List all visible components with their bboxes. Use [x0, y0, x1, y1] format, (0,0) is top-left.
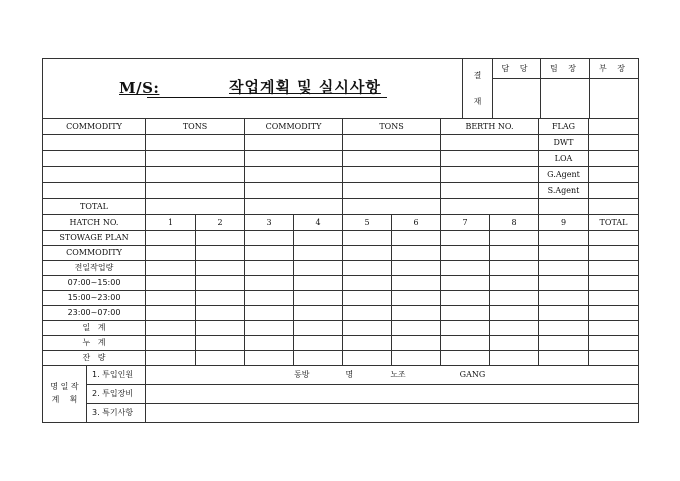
- cell[interactable]: [539, 199, 589, 215]
- flag-value[interactable]: [589, 119, 639, 135]
- sign-box-staff[interactable]: [493, 79, 541, 119]
- col-tons-2: TONS: [343, 119, 441, 135]
- dwt-label: DWT: [539, 135, 589, 151]
- col-commodity-1: COMMODITY: [43, 119, 146, 135]
- cell[interactable]: [392, 351, 441, 366]
- cell[interactable]: [146, 261, 196, 276]
- hatch-row: [43, 351, 639, 366]
- cell[interactable]: [441, 351, 490, 366]
- cell[interactable]: [441, 291, 490, 306]
- cell[interactable]: [245, 336, 294, 351]
- cell[interactable]: [441, 246, 490, 261]
- gang-label: GANG: [459, 370, 486, 379]
- cell[interactable]: [343, 321, 392, 336]
- cell[interactable]: [146, 151, 245, 167]
- plan-item-equipment: 2. 투입장비: [87, 385, 146, 404]
- cell[interactable]: [343, 199, 441, 215]
- hatch-col-5: 5: [343, 215, 392, 231]
- cell[interactable]: [146, 276, 196, 291]
- cell[interactable]: [245, 321, 294, 336]
- total-label: TOTAL: [43, 199, 146, 215]
- cell[interactable]: [196, 276, 245, 291]
- cell[interactable]: [196, 231, 245, 246]
- cell[interactable]: [490, 276, 539, 291]
- cell[interactable]: [441, 261, 490, 276]
- cell[interactable]: [294, 291, 343, 306]
- cell[interactable]: [343, 231, 392, 246]
- hatch-row: [43, 246, 639, 261]
- cell[interactable]: [539, 351, 589, 366]
- cell[interactable]: [539, 291, 589, 306]
- loa-value[interactable]: [589, 151, 639, 167]
- approver-staff: 담 당: [493, 59, 541, 79]
- cell[interactable]: [196, 291, 245, 306]
- cell[interactable]: [245, 167, 343, 183]
- cell[interactable]: [196, 351, 245, 366]
- cell[interactable]: [294, 306, 343, 321]
- cell[interactable]: [343, 261, 392, 276]
- cell[interactable]: [392, 276, 441, 291]
- personnel-fields[interactable]: [146, 366, 639, 385]
- hatch-row: [43, 321, 639, 336]
- cell[interactable]: [245, 246, 294, 261]
- cell[interactable]: [196, 336, 245, 351]
- loa-label: LOA: [539, 151, 589, 167]
- cell[interactable]: [43, 183, 146, 199]
- hatch-col-9: 9: [539, 215, 589, 231]
- cell[interactable]: [294, 336, 343, 351]
- cell[interactable]: [589, 276, 639, 291]
- cell[interactable]: [490, 351, 539, 366]
- next-day-plan-label-bottom: 계 획: [51, 395, 78, 404]
- row-label-stowage-plan: STOWAGE PLAN: [43, 231, 146, 246]
- cell[interactable]: [392, 231, 441, 246]
- next-day-plan-label-top: 명 일 작: [50, 382, 79, 392]
- cell[interactable]: [589, 351, 639, 366]
- ms-label: M/S:: [119, 79, 160, 97]
- cell[interactable]: [294, 351, 343, 366]
- work-plan-form: [42, 58, 638, 423]
- cell[interactable]: [43, 167, 146, 183]
- cell[interactable]: [490, 321, 539, 336]
- row-label-shift-2: 15:00~23:00: [43, 291, 146, 306]
- cell[interactable]: [196, 261, 245, 276]
- cell[interactable]: [441, 183, 539, 199]
- row-label-commodity: COMMODITY: [43, 246, 146, 261]
- cell[interactable]: [441, 321, 490, 336]
- cell[interactable]: [294, 231, 343, 246]
- cell[interactable]: [343, 291, 392, 306]
- hatch-row: [43, 231, 639, 246]
- cell[interactable]: [343, 167, 441, 183]
- cell[interactable]: [392, 321, 441, 336]
- cell[interactable]: [43, 151, 146, 167]
- approval-label-top: 결: [473, 70, 482, 80]
- hatch-row: [43, 276, 639, 291]
- form-title: 작업계획 및 실시사항: [229, 78, 381, 96]
- cell[interactable]: [589, 199, 639, 215]
- hatch-col-3: 3: [245, 215, 294, 231]
- cell[interactable]: [441, 306, 490, 321]
- remarks-field[interactable]: [146, 404, 639, 423]
- main-grid: [42, 118, 639, 366]
- cell[interactable]: [146, 306, 196, 321]
- cell[interactable]: [245, 199, 343, 215]
- cell[interactable]: [539, 246, 589, 261]
- hatch-no-label: HATCH NO.: [43, 215, 146, 231]
- cell[interactable]: [490, 336, 539, 351]
- dwt-value[interactable]: [589, 135, 639, 151]
- cell[interactable]: [146, 336, 196, 351]
- next-day-plan-table: [42, 365, 639, 423]
- row-label-previous-day: 전일작업량: [43, 261, 146, 276]
- cell[interactable]: [589, 231, 639, 246]
- approver-team-lead: 팀 장: [541, 59, 590, 79]
- cell[interactable]: [245, 231, 294, 246]
- cell[interactable]: [539, 321, 589, 336]
- cell[interactable]: [589, 261, 639, 276]
- plan-item-remarks: 3. 특기사항: [87, 404, 146, 423]
- row-label-remaining: 잔 량: [43, 351, 146, 366]
- cell[interactable]: [245, 276, 294, 291]
- row-label-daily-total: 일 계: [43, 321, 146, 336]
- flag-label: FLAG: [539, 119, 589, 135]
- g-agent-value[interactable]: [589, 167, 639, 183]
- cell[interactable]: [245, 351, 294, 366]
- cell[interactable]: [589, 306, 639, 321]
- cell[interactable]: [539, 231, 589, 246]
- cell[interactable]: [146, 246, 196, 261]
- cell[interactable]: [146, 167, 245, 183]
- union-label: 노조: [390, 370, 406, 379]
- cell[interactable]: [146, 183, 245, 199]
- g-agent-label: G.Agent: [539, 167, 589, 183]
- col-tons-1: TONS: [146, 119, 245, 135]
- cell[interactable]: [539, 276, 589, 291]
- hatch-col-1: 1: [146, 215, 196, 231]
- cell[interactable]: [343, 351, 392, 366]
- cell[interactable]: [294, 246, 343, 261]
- col-berth-no: BERTH NO.: [441, 119, 539, 135]
- cell[interactable]: [441, 336, 490, 351]
- cell[interactable]: [294, 276, 343, 291]
- cell[interactable]: [146, 351, 196, 366]
- col-commodity-2: COMMODITY: [245, 119, 343, 135]
- cell[interactable]: [441, 135, 539, 151]
- cell[interactable]: [245, 291, 294, 306]
- cell[interactable]: [392, 246, 441, 261]
- equipment-field[interactable]: [146, 385, 639, 404]
- title-underline: [147, 97, 387, 98]
- cell[interactable]: [245, 183, 343, 199]
- cell[interactable]: [343, 336, 392, 351]
- plan-item-personnel: 1. 투입인원: [87, 366, 146, 385]
- cell[interactable]: [490, 231, 539, 246]
- row-label-cumulative: 누 계: [43, 336, 146, 351]
- cell[interactable]: [441, 151, 539, 167]
- cell[interactable]: [392, 291, 441, 306]
- cell[interactable]: [294, 261, 343, 276]
- cell[interactable]: [589, 246, 639, 261]
- cell[interactable]: [589, 291, 639, 306]
- cell[interactable]: [146, 231, 196, 246]
- cell[interactable]: [539, 261, 589, 276]
- cell[interactable]: [43, 135, 146, 151]
- cell[interactable]: [441, 276, 490, 291]
- cell[interactable]: [441, 231, 490, 246]
- cell[interactable]: [343, 246, 392, 261]
- cell[interactable]: [245, 135, 343, 151]
- hatch-row: [43, 306, 639, 321]
- cell[interactable]: [490, 246, 539, 261]
- cell[interactable]: [196, 246, 245, 261]
- cell[interactable]: [245, 261, 294, 276]
- cell[interactable]: [343, 183, 441, 199]
- hatch-row: [43, 291, 639, 306]
- cell[interactable]: [589, 336, 639, 351]
- approver-manager: 부 장: [590, 59, 639, 79]
- hatch-col-total: TOTAL: [589, 215, 639, 231]
- row-label-shift-3: 23:00~07:00: [43, 306, 146, 321]
- next-day-plan-label: [43, 366, 87, 423]
- cell[interactable]: [539, 306, 589, 321]
- cell[interactable]: [245, 306, 294, 321]
- cell[interactable]: [146, 321, 196, 336]
- row-label-shift-1: 07:00~15:00: [43, 276, 146, 291]
- title-block: [43, 59, 463, 119]
- hatch-col-4: 4: [294, 215, 343, 231]
- hatch-col-6: 6: [392, 215, 441, 231]
- cell[interactable]: [441, 167, 539, 183]
- cell[interactable]: [392, 336, 441, 351]
- sign-box-manager[interactable]: [590, 79, 639, 119]
- approval-label: [463, 59, 493, 119]
- cell[interactable]: [146, 199, 245, 215]
- cell[interactable]: [441, 199, 539, 215]
- cell[interactable]: [146, 291, 196, 306]
- sign-box-team-lead[interactable]: [541, 79, 590, 119]
- cell[interactable]: [392, 261, 441, 276]
- hatch-col-7: 7: [441, 215, 490, 231]
- cell[interactable]: [146, 135, 245, 151]
- dongbang-label: 동방: [294, 370, 310, 379]
- title-table: [42, 58, 639, 119]
- hatch-row: [43, 336, 639, 351]
- cell[interactable]: [490, 306, 539, 321]
- cell[interactable]: [392, 306, 441, 321]
- cell[interactable]: [294, 321, 343, 336]
- cell[interactable]: [343, 135, 441, 151]
- cell[interactable]: [589, 321, 639, 336]
- approval-label-bottom: 재: [473, 96, 482, 106]
- hatch-col-8: 8: [490, 215, 539, 231]
- cell[interactable]: [196, 321, 245, 336]
- cell[interactable]: [490, 261, 539, 276]
- cell[interactable]: [343, 151, 441, 167]
- persons-unit-label: 명: [345, 370, 354, 379]
- cell[interactable]: [539, 336, 589, 351]
- cell[interactable]: [196, 306, 245, 321]
- cell[interactable]: [490, 291, 539, 306]
- cell[interactable]: [343, 276, 392, 291]
- s-agent-label: S.Agent: [539, 183, 589, 199]
- cell[interactable]: [245, 151, 343, 167]
- s-agent-value[interactable]: [589, 183, 639, 199]
- cell[interactable]: [343, 306, 392, 321]
- hatch-row: [43, 261, 639, 276]
- hatch-col-2: 2: [196, 215, 245, 231]
